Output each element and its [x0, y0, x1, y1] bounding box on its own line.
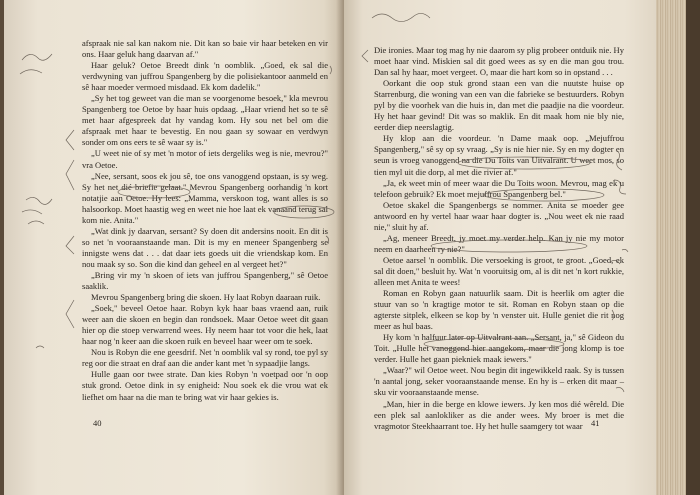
paragraph: „U weet nie of sy met 'n motor of iets dergeliks weg is nie, mevrou?" vra Oetoe. — [82, 148, 328, 170]
paragraph: Hulle gaan oor twee strate. Dan kies Robyn 'n voetpad oor 'n oop stuk grond. Oetoe dink in sy enigheid: Nou soek ek die vrou wat ek liefhet om haar na die man te bring wat vir haar gekies is. — [82, 369, 328, 402]
right-page-text — [374, 45, 624, 432]
paragraph: Oetoe skakel die Spangenbergs se nommer. Anita se moeder gee antwoord en hy vertel haar waar haar dogter is. „Nou weet ek nie raad nie," sluit hy af. — [374, 199, 624, 232]
paragraph: Oetoe aarsel 'n oomblik. Die versoeking is groot, te groot. „Goed, ek sal dit doen," besluit hy. Wat 'n vooruitsig om, al is dit net 'n kort rukkie, alleen met Anita te wees! — [374, 254, 624, 287]
page-number-left: 40 — [93, 418, 102, 428]
paragraph: Nou is Robyn die ene geesdrif. Net 'n oomblik val sy rond, toe pyl sy reg oor die straat en draf aan die ander kant met 'n sypaadjie langs. — [82, 347, 328, 369]
left-page — [4, 0, 344, 495]
paragraph: „Bring vir my 'n skoen of iets van juffrou Spangenberg," sê Oetoe saaklik. — [82, 269, 328, 292]
paragraph: „Ag, meneer Breedt, jy moet my verder help. Kan jy nie my motor neem en daarheen ry nie?" — [374, 232, 624, 254]
paragraph: Hy klop aan die voordeur. 'n Dame maak oop. „Mejuffrou Spangenberg," sê sy op sy vraag. „Sy is nie hier nie. Sy en my dogter en seun is vroeg vanoggend na die Du Toits van Uitvalrant. U weet mos, so tien myl uit die dorp, al met die rivier af." — [374, 133, 624, 177]
paragraph: „Man, hier in die berge en klowe iewers. Jy ken mos dié wêreld. Die een plek sal aanlokliker as die ander wees. My broer is met die vragmotor Steekhaarrant toe. Hy het hulle saamgery tot waar — [374, 398, 624, 431]
paragraph: „Waar?" wil Oetoe weet. Nou begin dit ingewikkeld raak. Sy is tussen 'n aantal jong, seker vooraanstaande mense. En hy is – erken dit maar – sku vir vooraanstaande mense. — [374, 365, 624, 398]
page-number-right: 41 — [591, 418, 600, 428]
left-page-text — [82, 38, 328, 403]
paragraph: „Ja, ek weet min of meer waar die Du Toits woon. Mevrou, mag ek u telefoon gebruik? Ek moet mejuffrou Spangenberg bel." — [374, 177, 624, 199]
paragraph: Mevrou Spangenberg bring die skoen. Hy laat Robyn daaraan ruik. — [91, 292, 321, 303]
paragraph: „Sy het tog geweet van die man se voorgenome besoek," kla mevrou Spangenberg toe Oetoe by haar huis opdaag. „Haar vriend het so te sê met haar afgespreek dat hy vandag kom. Hy sou net bel om die afspraak met haar te bevestig. En nou gaan sy sowaar en verdwyn sonder om ons eers te sê waar sy is." — [82, 93, 328, 148]
paragraph: „Nee, sersant, soos ek jou sê, toe ons vanoggend opstaan, is sy weg. Sy het net dié briefie gelaat." Mevrou Spangenberg oorhandig 'n kort notatjie aan Oetoe. Hy lees: „Mamma, verskoon tog, want alles is so halsoorkop. Moet haastig weg en weet nie hoe laat ek vanaand terug sal kom nie. Anita." — [82, 170, 328, 225]
book-cover-edge — [686, 0, 700, 495]
paragraph: Hy kom 'n halfuur later op Uitvalrant aan. „Sersant, ja," sê Gideon du Toit. „Hulle het vanoggend hier aangekom, maar die jong klomp is toe verder. Hulle het gaan piekniek maak iewers." — [374, 332, 624, 365]
paragraph: „Wat dink jy daarvan, sersant? Sy doen dit andersins nooit. En dit is so net 'n vooraanstaande man. Dit is my en meneer Spangenberg se innigste wens dat . . . dat daar iets goeds uit die vriendskap kom. En nou maak sy so. Son die kind dan geheel en al vergeet het?" — [82, 225, 328, 269]
right-page — [344, 0, 656, 495]
paragraph: „Soek," beveel Oetoe haar. Robyn kyk haar baas vraend aan, ruik weer aan die skoen en begin dan rondsoek. Maar Oetoe weet dit gaan hier op die stoep verwarrend wees. Hy neem haar tot voor die hek, laat haar nog 'n keer aan die skoen ruik en beveel haar weer om te soek. — [82, 303, 328, 347]
paragraph: Die ironies. Maar tog mag hy nie daarom sy plig probeer ontduik nie. Hy moet haar vind. Miskien sal dit goed wees as sy en die man gou trou. Dan sal hy haar, moet vergeet. O, maar die hart kom so in opstand . . . — [374, 45, 624, 78]
paragraph: Haar geluk? Oetoe Breedt dink 'n oomblik. „Goed, ek sal die verdwyning van juffrou Spangenberg by die polisiekantoor aanmeld en sê haar moeder vermoed misdaad. Ek kom dadelik." — [82, 60, 328, 93]
paragraph: Oorkant die oop stuk grond staan een van die nuutste huise op Starrenburg, die woning van een van die fabrieke se bestuurders. Robyn pyl by die voorhek van die huis in, dan met die paadjie na die voordeur. Hy het haar gevind! Dit was so maklik. En dit maak hom nie bly nie, eerder diep neerslagtig. — [374, 78, 624, 133]
paragraph: Roman en Robyn gaan natuurlik saam. Dit is heerlik om agter die stuur van so 'n kragtige motor te sit. Roman en Robyn staan op die agterste sitplek, elkeen se kop by 'n venster uit. Hulle geniet die rit nog meer as hul baas. — [374, 288, 624, 332]
paragraph: afspraak nie sal kan nakom nie. Dit kan so baie vir haar beteken en vir ons. Haar geluk hang daarvan af." — [82, 38, 328, 60]
